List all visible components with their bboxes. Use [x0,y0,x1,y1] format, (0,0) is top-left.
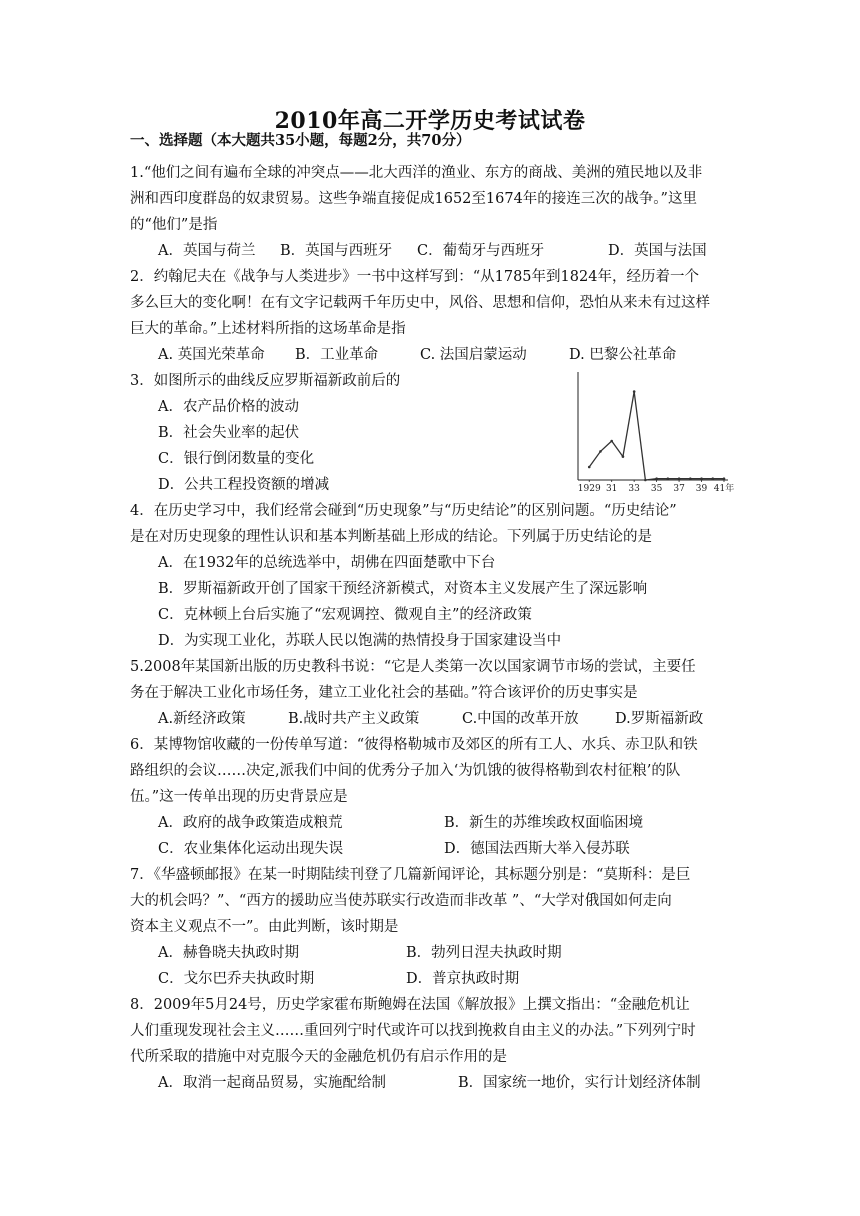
q1-stem-line3: 的“他们”是指 [130,217,218,233]
q1-option-b: B．英国与西班牙 [280,243,393,259]
q2-stem-line3: 巨大的革命。”上述材料所指的这场革命是指 [130,321,406,337]
q7-option-c: C．戈尔巴乔夫执政时期 [158,971,315,987]
q5-option-d: D.罗斯福新政 [615,711,704,727]
q6-stem-line1: 6．某博物馆收藏的一份传单写道：“彼得格勒城市及郊区的所有工人、水兵、赤卫队和铁 [130,737,698,753]
q1-option-c: C．葡萄牙与西班牙 [417,243,545,259]
chart-point [588,466,591,469]
chart-x-tick-label: 33 [628,484,640,494]
q4-stem-line2: 是在对历史现象的理性认识和基本判断基础上形成的结论。下列属于历史结论的是 [130,529,652,545]
q1-option-d: D．英国与法国 [608,243,707,259]
q3-option-a: A．农产品价格的波动 [158,399,299,415]
q4-option-d: D．为实现工业化，苏联人民以饱满的热情投身于国家建设当中 [158,633,562,649]
q7-stem-line1: 7．《华盛顿邮报》在某一时期陆续刊登了几篇新闻评论，其标题分别是：“莫斯科：是巨 [130,867,691,883]
q8-stem-line1: 8．2009年5月24号，历史学家霍布斯鲍姆在法国《解放报》上撰文指出：“金融危机让 [130,997,690,1013]
q4-option-a: A．在1932年的总统选举中，胡佛在四面楚歌中下台 [158,555,496,571]
chart-x-tick-label: 39 [695,484,708,494]
chart-point [655,477,658,480]
q5-stem-line2: 务在于解决工业化市场任务，建立工业化社会的基础。”符合该评价的历史事实是 [130,685,638,701]
chart-point [622,455,625,458]
q6-option-b: B．新生的苏维埃政权面临困境 [444,815,644,831]
q3-line-chart [572,368,740,496]
q5-stem-line1: 5.2008年某国新出版的历史教科书说：“它是人类第一次以国家调节市场的尝试，主要任 [130,659,696,675]
chart-ticks [578,480,734,494]
chart-x-tick-label: 41年 [713,484,735,494]
chart-point [644,479,647,482]
q8-option-b: B．国家统一地价，实行计划经济体制 [458,1075,701,1091]
q6-stem-line2: 路组织的会议……决定,派我们中间的优秀分子加入‘为饥饿的彼得格勒到农村征粮’的队 [130,763,681,779]
chart-point [723,477,726,480]
q3-option-b: B．社会失业率的起伏 [158,425,300,441]
q2-option-d: D. 巴黎公社革命 [569,347,677,363]
chart-point [633,390,636,393]
section-heading: 一、选择题（本大题共35小题，每题2分，共70分） [130,132,471,149]
q4-option-c: C．克林顿上台后实施了“宏观调控、微观自主”的经济政策 [158,607,532,623]
chart-point [678,477,681,480]
chart-x-tick-label: 31 [605,484,618,494]
q2-option-c: C. 法国启蒙运动 [420,347,527,363]
q5-option-b: B.战时共产主义政策 [288,711,420,727]
q7-option-b: B．勃列日涅夫执政时期 [406,945,562,961]
q1-stem-line1: 1.“他们之间有遍布全球的冲突点——北大西洋的渔业、东方的商战、美洲的殖民地以及非 [130,165,703,181]
chart-point [711,477,714,480]
q4-stem-line1: 4．在历史学习中，我们经常会碰到“历史现象”与“历史结论”的区别问题。“历史结论” [130,503,677,519]
q4-option-b: B．罗斯福新政开创了国家干预经济新模式，对资本主义发展产生了深远影响 [158,581,648,597]
q3-option-c: C．银行倒闭数量的变化 [158,451,315,467]
q3-option-d: D．公共工程投资额的增减 [158,477,330,493]
chart-point [689,477,692,480]
q8-stem-line2: 人们重现发现社会主义……重回列宁时代或许可以找到挽救自由主义的办法。”下列列宁时 [130,1023,696,1039]
chart-axes [578,372,728,480]
q7-stem-line3: 资本主义观点不一”。由此判断，该时期是 [130,919,399,935]
chart-point [610,440,613,443]
q7-option-d: D．普京执政时期 [406,971,520,987]
chart-point [667,477,670,480]
q5-option-c: C.中国的改革开放 [462,711,579,727]
q6-stem-line3: 伍。”这一传单出现的历史背景应是 [130,789,348,805]
q7-stem-line2: 大的机会吗？”、“西方的援助应当使苏联实行改造而非改革 ”、“大学对俄国如何走向 [130,893,672,909]
q6-option-a: A．政府的战争政策造成粮荒 [158,815,343,831]
q2-option-a: A. 英国光荣革命 [158,347,265,363]
q3-stem-line1: 3．如图所示的曲线反应罗斯福新政前后的 [130,373,401,389]
q6-option-c: C．农业集体化运动出现失误 [158,841,344,857]
q8-option-a: A．取消一起商品贸易，实施配给制 [158,1075,386,1091]
q2-stem-line2: 多么巨大的变化啊！在有文字记载两千年历史中，风俗、思想和信仰，恐怕从来未有过这样 [130,295,710,311]
chart-point [700,477,703,480]
q7-option-a: A．赫鲁晓夫执政时期 [158,945,299,961]
q8-stem-line3: 代所采取的措施中对克服今天的金融危机仍有启示作用的是 [130,1049,507,1065]
exam-title: 2010年高二开学历史考试试卷 [274,108,586,134]
q1-stem-line2: 洲和西印度群岛的奴隶贸易。这些争端直接促成1652至1674年的接连三次的战争。”这里 [130,191,697,207]
chart-series [588,390,725,481]
q6-option-d: D．德国法西斯大举入侵苏联 [444,841,630,857]
chart-x-tick-label: 1929 [577,484,601,494]
chart-series-line [589,392,724,480]
chart-x-tick-label: 37 [673,484,685,494]
q2-stem-line1: 2．约翰尼夫在《战争与人类进步》一书中这样写到：“从1785年到1824年，经历着一个 [130,269,699,285]
q1-option-a: A．英国与荷兰 [158,243,256,259]
chart-x-tick-label: 35 [650,484,663,494]
chart-point [599,450,602,453]
q2-option-b: B．工业革命 [295,347,379,363]
q5-option-a: A.新经济政策 [158,711,246,727]
